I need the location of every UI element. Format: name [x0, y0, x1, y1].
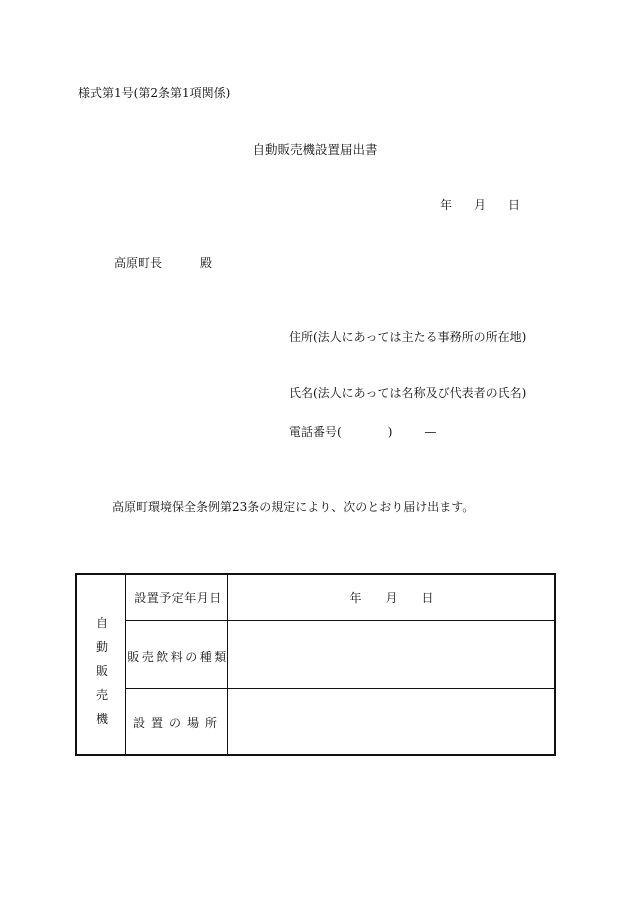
install-year-label: 年	[349, 591, 362, 605]
table-divider	[125, 688, 554, 689]
phone-label-open: 電話番号(	[289, 425, 342, 439]
applicant-address-label: 住所(法人にあっては主たる事務所の所在地)	[289, 330, 527, 344]
year-label: 年	[440, 198, 453, 212]
install-month-label: 月	[385, 591, 398, 605]
side-label-char: 自	[95, 616, 108, 630]
month-label: 月	[474, 198, 487, 212]
addressee-name: 高原町長	[114, 256, 163, 270]
form-number: 様式第1号(第2条第1項関係)	[78, 86, 231, 100]
applicant-phone-label	[289, 425, 436, 439]
side-label-char: 機	[95, 712, 108, 726]
row-label-install-location: 設置の場所	[132, 716, 223, 730]
phone-label-close: )	[387, 425, 393, 439]
install-day-label: 日	[421, 591, 434, 605]
row-label-beverage-type: 販売飲料の種類	[127, 650, 229, 664]
phone-dash: —	[424, 425, 437, 439]
side-label-char: 動	[95, 640, 108, 654]
addressee-honorific: 殿	[200, 256, 213, 270]
body-text: 高原町環境保全条例第23条の規定により、次のとおり届け出ます。	[112, 500, 475, 514]
day-label: 日	[508, 198, 521, 212]
submission-date	[440, 198, 520, 212]
side-label-char: 販	[95, 664, 108, 678]
vending-machine-table	[75, 573, 556, 756]
table-divider	[125, 620, 554, 621]
install-date-value	[229, 591, 554, 605]
addressee	[114, 256, 212, 270]
row-label-install-date: 設置予定年月日	[134, 591, 222, 605]
table-side-label	[77, 611, 127, 731]
applicant-name-label: 氏名(法人にあっては名称及び代表者の氏名)	[289, 386, 527, 400]
side-label-char: 売	[95, 688, 108, 702]
document-title: 自動販売機設置届出書	[252, 142, 378, 157]
